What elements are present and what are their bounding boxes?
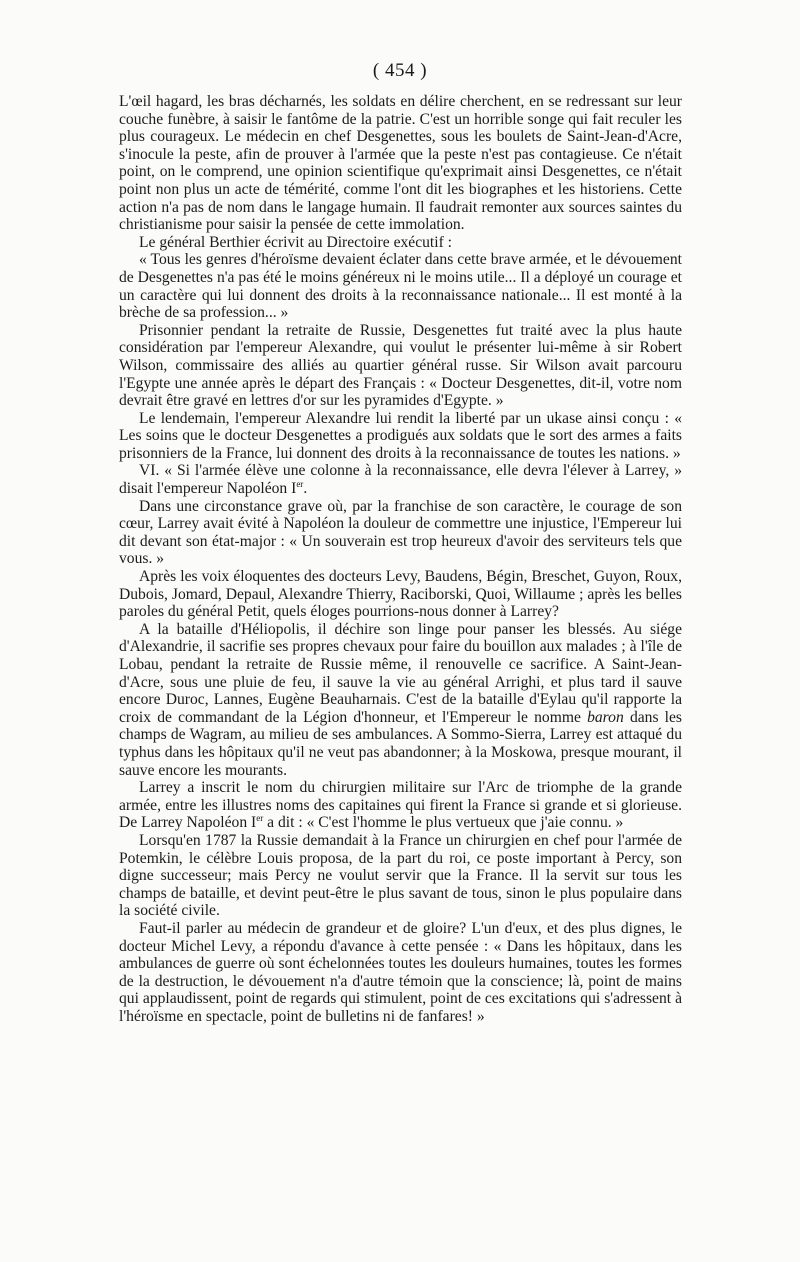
paragraph-text: VI. « Si l'armée élève une colonne à la reconnaissance, elle devra l'élever à Larrey, » disait l'empereur Napoléon I [119, 462, 682, 498]
paragraph-text: A la bataille d'Héliopolis, il déchire son linge pour panser les blessés. Au siége d'Alexandrie, il sacrifie ses propres chevaux pour faire du bouillon aux malades ; à l'île de Lobau, pendant la retraite de Russie même, il renouvelle ce sacrifice. A Saint-Jean-d'Acre, sous une pluie de feu, il sauve la vie au général Arrighi, et plus tard il sauve encore Duroc, Lannes, Eugène Beauharnais. C'est de la bataille d'Eylau qu'il rapporte la croix de commandant de la Légion d'honneur, et l'Empereur le nomme [119, 620, 682, 726]
ordinal-superscript: er [296, 478, 304, 489]
paragraph: Après les voix éloquentes des docteurs Levy, Baudens, Bégin, Breschet, Guyon, Roux, Dubois, Jomard, Depaul, Alexandre Thierry, Raciborski, Quoi, Willaume ; après les belles paroles du général Petit, quels éloges pourrions-nous donner à Larrey? [119, 568, 682, 621]
paragraph: Le lendemain, l'empereur Alexandre lui rendit la liberté par un ukase ainsi conçu : « Les soins que le docteur Desgenettes a prodigués aux soldats que le sort des armes a faits prisonniers de la France, lui donnent des droits à la reconnaissance de toutes les nations. » [119, 409, 682, 462]
paragraph: Faut-il parler au médecin de grandeur et de gloire? L'un d'eux, et des plus dignes, le docteur Michel Levy, a répondu d'avance à cette pensée : « Dans les hôpitaux, dans les ambulances de guerre où sont échelonnées toutes les douleurs humaines, toutes les formes de la destruction, le dévouement n'a d'autre témoin que la conscience; là, point de mains qui applaudissent, point de regards qui stimulent, point de ces excitations qui s'adressent à l'héroïsme en spectacle, point de bulletins ni de fanfares! » [119, 919, 682, 1025]
ordinal-superscript: er [256, 813, 264, 824]
paragraph-text: Larrey a inscrit le nom du chirurgien militaire sur l'Arc de triomphe de la grande armée, entre les illustres noms des capitaines qui firent la France si grande et si glorieuse. De Larrey Napoléon I [119, 779, 682, 832]
italic-word: baron [587, 708, 624, 726]
paragraph-quote: « Tous les genres d'héroïsme devaient éclater dans cette brave armée, et le dévouement de Desgenettes n'a pas été le moins généreux ni le moins utile... Il a déployé un courage et un caractère qui lui donnent des droits à la reconnaissance nationale... Il est monté à la brèche de sa profession... » [119, 251, 682, 322]
paragraph-end: . [303, 480, 308, 498]
body-text [119, 93, 682, 1025]
paragraph [119, 621, 682, 779]
paragraph-text-cont: a dit : « C'est l'homme le plus vertueux que j'aie connu. » [267, 814, 624, 832]
paragraph: Lorsqu'en 1787 la Russie demandait à la France un chirurgien en chef pour l'armée de Potemkin, le célèbre Louis proposa, de la part du roi, ce poste important à Percy, son digne successeur; mais Percy ne voulut servir que la France. Il la servit sur tous les champs de bataille, et devint peut-être le plus savant de tous, sinon le plus populaire dans la société civile. [119, 831, 682, 920]
page-number: ( 454 ) [372, 60, 428, 81]
paragraph: Prisonnier pendant la retraite de Russie, Desgenettes fut traité avec la plus haute considération par l'empereur Alexandre, qui voulut le présenter lui-même à sir Robert Wilson, commissaire des alliés au quartier général russe. Sir Wilson avait parcouru l'Egypte une année après le départ des Français : « Docteur Desgenettes, dit-il, votre nom devrait être gravé en lettres d'or sur les pyramides d'Egypte. » [119, 321, 682, 410]
paragraph: Le général Berthier écrivit au Directoire exécutif : [139, 233, 453, 251]
paragraph: Dans une circonstance grave où, par la franchise de son caractère, le courage de son cœur, Larrey avait évité à Napoléon la douleur de commettre une injustice, l'Empereur lui dit devant son état-major : « Un souverain est trop heureux d'avoir des serviteurs tels que vous. » [119, 497, 682, 568]
paragraph [119, 779, 682, 832]
paragraph: L'œil hagard, les bras décharnés, les soldats en délire cherchent, en se redressant sur leur couche funèbre, à saisir le fantôme de la patrie. C'est un horrible songe qui fait reculer les plus courageux. Le médecin en chef Desgenettes, sous les boulets de Saint-Jean-d'Acre, s'inocule la peste, afin de prouver à l'armée que la peste n'est pas contagieuse. Ce n'était point, on le comprend, une opinion scientifique qu'exprimait ainsi Desgenettes, ce n'était point non plus un acte de témérité, comme l'ont dit les biographes et les historiens. Cette action n'a pas de nom dans le langage humain. Il faudrait remonter aux sources saintes du christianisme pour saisir la pensée de cette immolation. [119, 93, 682, 234]
paragraph-section-vi [119, 462, 682, 497]
paragraph-text-cont: dans les champs de Wagram, au milieu de ses ambulances. A Sommo-Sierra, Larrey est attaqué du typhus dans les hôpitaux qu'il ne veut pas abandonner; à la Moskowa, presque mourant, il sauve encore les mourants. [119, 708, 683, 779]
